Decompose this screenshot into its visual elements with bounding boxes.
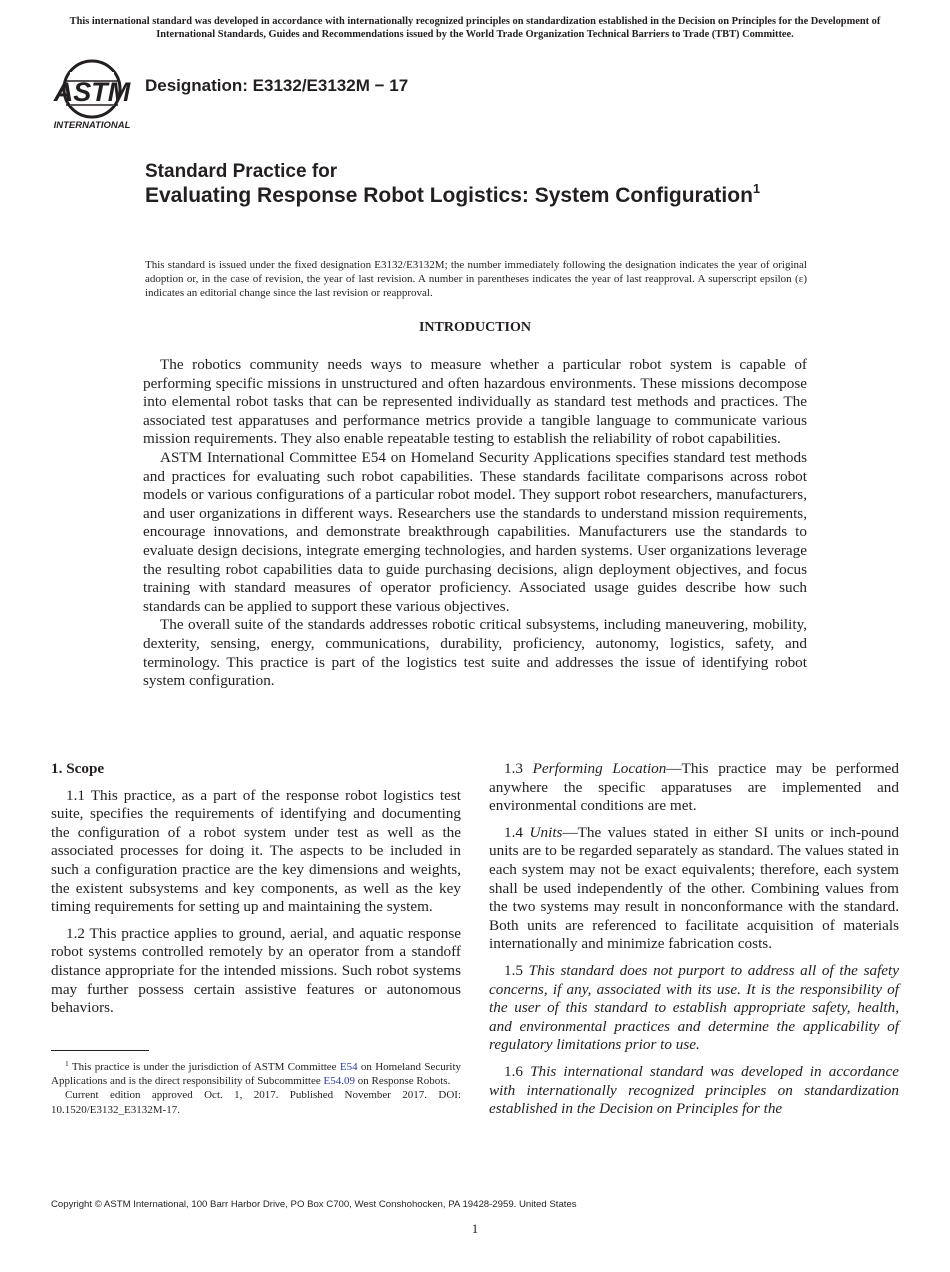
section-number: 1.3	[504, 760, 533, 777]
page-number: 1	[471, 1221, 479, 1236]
title-main	[145, 181, 765, 208]
committee-e54-link[interactable]: E54	[339, 1061, 358, 1073]
title-footnote-marker: 1	[752, 181, 761, 196]
top-notice: This international standard was developed in accordance with internationally recognized principles on standardization established in the Decision on Principles for the Development of International Standards, Guides and Recommendations issued by the World Trade Organization Technical Barriers to Trade (TBT) Committee.	[69, 16, 881, 40]
introduction-heading: INTRODUCTION	[418, 320, 531, 335]
footnote-divider	[51, 1050, 149, 1051]
copyright-line: Copyright © ASTM International, 100 Barr Harbor Drive, PO Box C700, West Conshohocken, PA 19428-2959. United States	[51, 1199, 577, 1210]
footnote-marker: 1	[65, 1059, 69, 1068]
section-text: —This practice may be performed anywhere the specific apparatuses are implemented and environmental conditions are met.	[489, 760, 900, 815]
section-1-3	[489, 760, 899, 816]
section-1-2: 1.2 This practice applies to ground, aerial, and aquatic response robot systems controlled remotely by an operator from a standoff distance appropriate for the intended missions. Such robot systems may further possess certain assistive features or autonomous behaviors.	[51, 924, 461, 1017]
intro-paragraph: The robotics community needs ways to measure whether a particular robot system is capable of performing specific missions in unstructured and often hazardous environments. These missions decompose into elemental robot tasks that can be represented individually as standard test methods and practices. The associated test apparatuses and performance metrics provide a tangible language to communicate various mission requirements. They also enable repeatable testing to establish the reliability of robot capabilities.	[143, 356, 807, 448]
section-number: 1.4	[504, 823, 530, 841]
section-text: —The values stated in either SI units or inch-pound units are to be regarded separately as standard. The values stated in each system may not be exact equivalents; therefore, each system shall be used independently of the other. Combining values from the two systems may result in nonconformance with the standard. Both units are referenced to facilitate acquisition of materials internationally and minimize fabrication costs.	[489, 823, 900, 953]
footnote-text: This practice is under the jurisdiction of ASTM Committee	[68, 1061, 340, 1073]
section-term: Units	[529, 823, 563, 841]
footnote-text: on Response Robots.	[355, 1075, 451, 1088]
title-block	[145, 160, 765, 208]
logo-wordmark: ASTM	[53, 77, 131, 107]
title-main-text: Evaluating Response Robot Logistics: System Configuration	[145, 184, 753, 207]
section-text: This international standard was developed in accordance with internationally recognized principles on standardization established in the Decision on Principles for the	[489, 1062, 900, 1118]
intro-paragraph: ASTM International Committee E54 on Homeland Security Applications specifies standard test methods and practices for evaluating such robot capabilities. These standards facilitate comparisons across robot models or various configurations of a particular robot model. They support robot researchers, manufacturers, and user organizations in different ways. Researchers use the standards to understand mission requirements, encourage innovations, and demonstrate breakthrough capabilities. Manufacturers use the standards to evaluate design decisions, integrate emerging technologies, and harden systems. User organizations leverage the resulting robot capabilities data to guide purchasing decisions, align deployment objectives, and focus training with standard measures of operator proficiency. Associated usage guides describe how such standards can be applied to support these various objectives.	[143, 448, 807, 615]
section-1-1: 1.1 This practice, as a part of the response robot logistics test suite, specifies the requirements of identifying and documenting the configuration of a robot system under test as well as the associated processes for doing it. The aspects to be included in such a configuration practice are the key dimensions and weights, the existent subsystems and key components, as well as the key timing requirements for setting up and maintaining the system.	[51, 786, 461, 916]
section-number: 1.6	[504, 1062, 531, 1080]
section-term: Performing Location	[532, 760, 667, 777]
issue-note: This standard is issued under the fixed designation E3132/E3132M; the number immediately following the designation indicates the year of original adoption or, in the case of revision, the year of last revision. A number in parentheses indicates the year of last reapproval. A superscript epsilon (ε) indicates an editorial change since the last revision or reapproval.	[145, 259, 807, 300]
left-column	[51, 760, 461, 1026]
logo-org-text: INTERNATIONAL	[53, 120, 131, 131]
footnotes	[51, 1060, 461, 1117]
section-1-4	[489, 824, 899, 954]
section-number: 1.5	[504, 961, 529, 979]
footnote-text: on Homeland Security Applications and is the direct responsibility of Subcommittee	[51, 1061, 461, 1088]
edition-note: Current edition approved Oct. 1, 2017. Published November 2017. DOI: 10.1520/E3132_E3132M-17.	[51, 1089, 461, 1116]
intro-paragraph: The overall suite of the standards addresses robotic critical subsystems, including maneuvering, mobility, dexterity, sensing, energy, communications, durability, proficiency, autonomy, logistics, safety, and terminology. This practice is part of the logistics test suite and addresses the issue of identifying robot system configuration.	[143, 616, 807, 690]
designation: Designation: E3132/E3132M − 17	[145, 76, 409, 95]
section-1-5	[489, 962, 899, 1055]
subcommittee-e54-09-link[interactable]: E54.09	[323, 1075, 355, 1088]
scope-heading: 1. Scope	[51, 760, 105, 777]
section-1-6	[489, 1063, 899, 1119]
title-prefix: Standard Practice for	[145, 161, 338, 182]
section-text: This standard does not purport to address all of the safety concerns, if any, associated with its use. It is the responsibility of the user of this standard to establish appropriate safety, health, and environmental practices and determine the applicability of regulatory limitations prior to use.	[489, 961, 900, 1054]
astm-logo-icon	[52, 56, 136, 134]
footnote-1	[51, 1060, 461, 1088]
astm-international-logo	[52, 56, 136, 134]
right-column	[489, 760, 899, 1119]
introduction-body	[143, 356, 807, 691]
